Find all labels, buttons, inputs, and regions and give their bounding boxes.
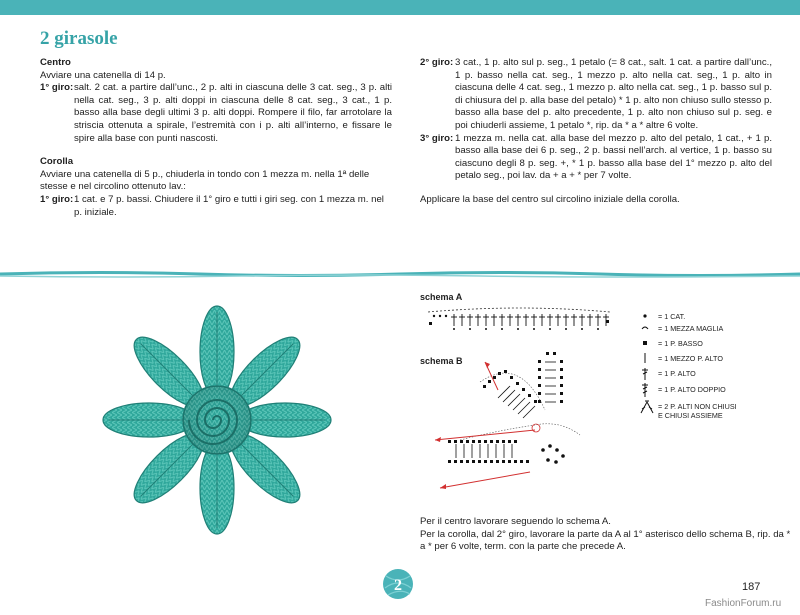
round-text: 3 cat., 1 p. alto sul p. seg., 1 petalo (= 8 cat., salt. 1 cat. a partire dall’unc., 1 p. basso nella cat. seg., 1 mezzo p. alto nella cat. seg., 1 p. alto in ciascuna delle 4 cat. seg., 1 mezzo p. alto nella cat. seg., 1 p. basso sul p. di chiusura del p. alla base del petalo) * 1 p. alto non chiuso sullo stesso p. basso alla base del p. alto precedente, 1 p. alto non chiuso sul p. seg. e poi chiuderli assieme, 1 petalo *, rip. da * a * altre 6 volte. [455,57,772,131]
legend-label: = 1 P. ALTO DOPPIO [658,385,726,394]
top-color-bar [0,0,800,15]
round-text: 1 mezza m. nella cat. alla base del mezzo p. alto del petalo, 1 cat., + 1 p. basso alla base dei 6 p. seg., 2 p. bassi nell’arch. al vertice, 1 p. basso su ciascuno degli 8 p. seg. +, * 1 p. basso alla base del 1° mezzo p. alto del petalo seg., poi lav. da + a + * per 7 volte. [455,132,772,182]
finishing-instruction: Applicare la base del centro sul circolino iniziale della corolla. [420,193,680,205]
wave-divider [0,270,800,279]
legend-label: = 1 P. ALTO [658,369,696,378]
badge-number: 2 [394,577,402,594]
corolla-heading: Corolla [40,156,74,168]
schema-b-diagram [435,352,580,489]
centro-section [40,57,392,219]
diagram-notes [420,516,795,554]
round-label: 1° giro: [40,193,74,205]
corolla-round-3 [420,133,772,183]
legend-item [640,337,790,353]
schema-a-diagram [428,308,610,330]
round-text: salt. 2 cat. a partire dall’unc., 2 p. alti in ciascuna delle 3 cat. seg., 3 p. alti nella cat. seg., 3 p. alti doppi in ciascuna delle 8 cat. seg., 3 cat., 1 p. basso alla base degli ultimi 3 p. alti doppi. Rompere il filo, far arrotolare la striscia ottenuta a spirale, l’estremità con i p. alti all’interno, e fissare le spire alla base con punti nascosti. [74,82,392,144]
legend-label: = 1 CAT. [658,312,686,321]
cluster-icon [640,400,654,414]
legend-item [640,400,790,422]
legend-label: = 1 P. BASSO [658,339,703,348]
half-double-crochet-bar-icon [640,352,654,366]
centro-intro: Avviare una catenella di 14 p. [40,69,166,81]
watermark: FashionForum.ru [705,598,782,609]
round-label: 3° giro: [420,132,454,144]
corolla-continued [420,57,772,207]
schema-b-label: schema B [420,356,463,366]
note-centro: Per il centro lavorare seguendo lo schema A. [420,516,611,527]
page-number: 187 [742,581,761,593]
legend-item [640,367,790,383]
round-label: 1° giro: [40,82,74,94]
double-crochet-icon [640,367,654,381]
round-label: 2° giro: [420,57,454,68]
slip-stitch-arc-icon [640,322,654,336]
single-crochet-square-icon [640,337,654,351]
corolla-round-2 [420,57,772,133]
legend-item [640,352,790,368]
crochet-diagram [420,300,630,500]
legend-item [640,383,790,399]
centro-heading: Centro [40,57,71,68]
legend-label: = 2 P. ALTI NON CHIUSI E CHIUSI ASSIEME [658,402,737,420]
note-corolla: Per la corolla, dal 2° giro, lavorare la parte da A al 1° asterisco dello schema B, rip. da * a * per 6 volte, term. con la parte che precede A. [420,528,791,552]
treble-crochet-icon [640,383,654,397]
flower-photo [95,305,340,535]
round-text: 1 cat. e 7 p. bassi. Chiudere il 1° giro e tutti i giri seg. con 1 mezza m. nel p. iniziale. [74,193,384,218]
page-title: 2 girasole [40,28,118,49]
legend-label: = 1 MEZZO P. ALTO [658,354,723,363]
legend-item [640,322,790,338]
schema-a-label: schema A [420,292,463,302]
centro-round-1 [40,82,392,145]
corolla-intro: Avviare una catenella di 5 p., chiuderla in tondo con 1 mezza m. nella 1ª delle stesse e nel circolino ottenuto lav.: [40,168,370,193]
legend-label: = 1 MEZZA MAGLIA [658,324,724,333]
yarn-ball-badge [380,568,416,600]
corolla-round-1 [40,194,392,219]
